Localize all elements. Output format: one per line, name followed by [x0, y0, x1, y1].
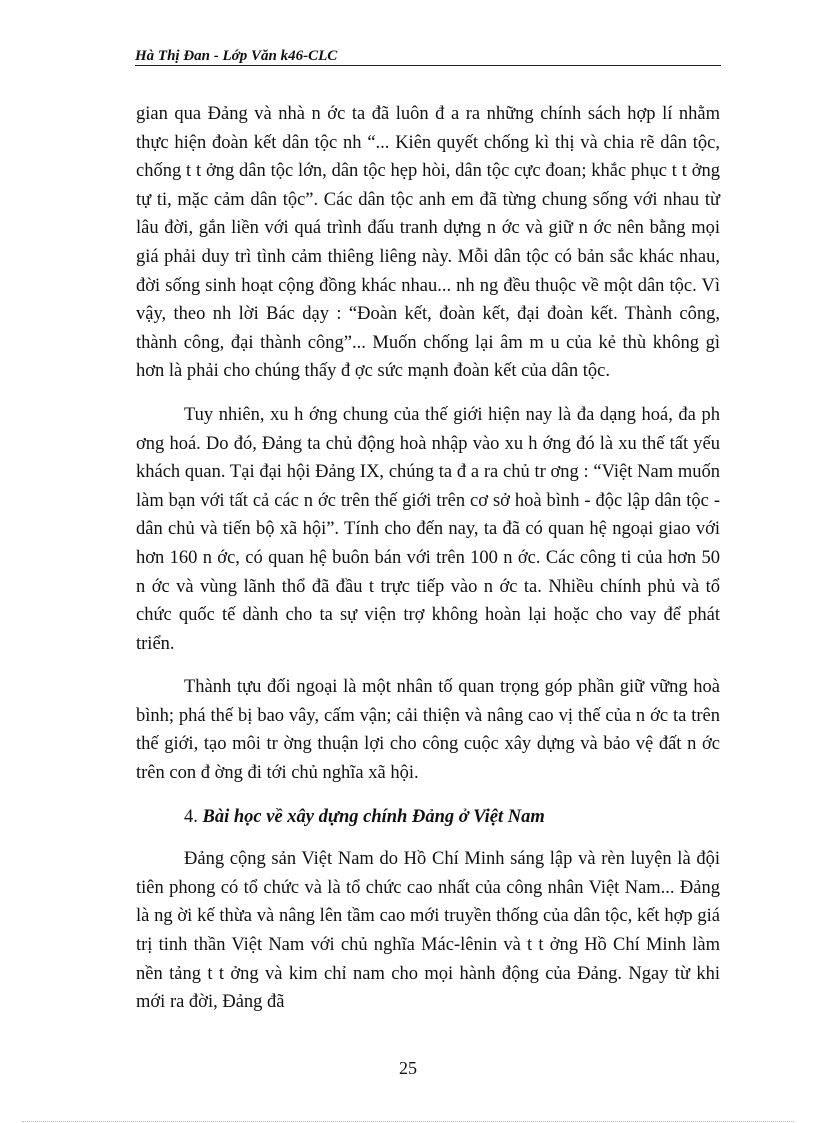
page-body	[136, 100, 720, 1032]
section-title: Bài học về xây dựng chính Đảng ở Việt Nam	[202, 806, 545, 827]
header-rule	[135, 65, 721, 66]
body-paragraph-3: Thành tựu đối ngoại là một nhân tố quan trọng góp phần giữ vững hoà bình; phá thế bị bao vây, cấm vận; cải thiện và nâng cao vị thế của n ớc ta trên thế giới, tạo môi tr ờng thuận lợi cho công cuộc xây dựng và bảo vệ đất n ớc trên con đ ờng đi tới chủ nghĩa xã hội.	[136, 677, 720, 784]
body-paragraph-4: Đảng cộng sản Việt Nam do Hồ Chí Minh sáng lập và rèn luyện là đội tiên phong có tổ chức và là tổ chức cao nhất của công nhân Việt Nam... Đảng là ng ời kế thừa và nâng lên tầm cao mới truyền thống của dân tộc, kết hợp giá trị tinh thần Việt Nam với chủ nghĩa Mác-lênin và t t ởng Hồ Chí Minh làm nền tảng t t ởng và kim chỉ nam cho mọi hành động của Đảng. Ngay từ khi mới ra đời, Đảng đã	[136, 849, 720, 1013]
section-heading	[136, 803, 720, 832]
page-number: 25	[399, 1058, 417, 1078]
running-header: Hà Thị Đan - Lớp Văn k46-CLC	[135, 48, 338, 64]
body-paragraph-2: Tuy nhiên, xu h ớng chung của thế giới hiện nay là đa dạng hoá, đa ph ơng hoá. Do đó, Đảng ta chủ động hoà nhập vào xu h ớng đó là xu thế tất yếu khách quan. Tại đại hội Đảng IX, chúng ta đ a ra chủ tr ơng : “Việt Nam muốn làm bạn với tất cả các n ớc trên thế giới trên cơ sở hoà bình - độc lập dân tộc - dân chủ và tiến bộ xã hội”. Tính cho đến nay, ta đã có quan hệ ngoại giao với hơn 160 n ớc, có quan hệ buôn bán với trên 100 n ớc. Các công ti của hơn 50 n ớc và vùng lãnh thổ đã đầu t trực tiếp vào n ớc ta. Nhiều chính phủ và tổ chức quốc tế dành cho ta sự viện trợ không hoàn lại hoặc cho vay để phát triển.	[136, 404, 720, 654]
section-number: 4.	[184, 806, 198, 827]
body-paragraph-1: gian qua Đảng và nhà n ớc ta đã luôn đ a ra những chính sách hợp lí nhằm thực hiện đoàn kết dân tộc nh “... Kiên quyết chống kì thị và chia rẽ dân tộc, chống t t ởng dân tộc lớn, dân tộc hẹp hòi, dân tộc cực đoan; khắc phục t t ởng tự ti, mặc cảm dân tộc”. Các dân tộc anh em đã từng chung sống với nhau từ lâu đời, gắn liền với quá trình đấu tranh dựng n ớc và giữ n ớc nên bằng mọi giá phải duy trì tình cảm thiêng liêng này. Mỗi dân tộc có bản sắc khác nhau, đời sống sinh hoạt cộng đồng khác nhau... nh ng đều thuộc về một dân tộc. Vì vậy, theo nh lời Bác dạy : “Đoàn kết, đoàn kết, đại đoàn kết. Thành công, thành công, đại thành công”... Muốn chống lại âm m u của kẻ thù không gì hơn là phải cho chúng thấy đ ợc sức mạnh đoàn kết của dân tộc.	[136, 104, 720, 382]
page-bottom-border	[22, 1121, 794, 1122]
